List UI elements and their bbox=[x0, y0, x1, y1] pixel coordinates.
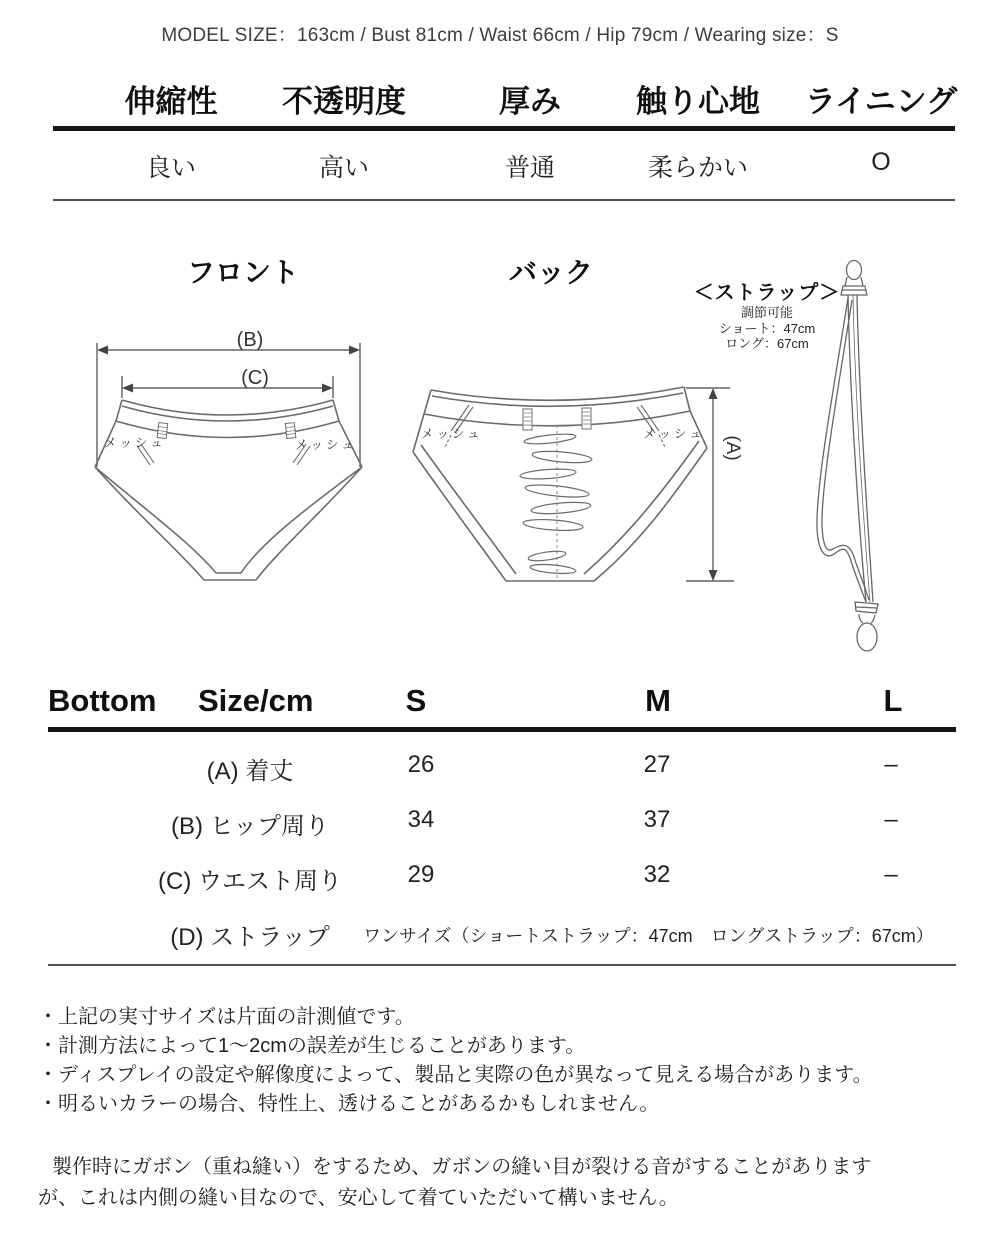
size-value-l: – bbox=[884, 861, 898, 888]
dim-arrowheads bbox=[97, 346, 360, 393]
size-col-m: M bbox=[645, 683, 671, 718]
dim-a-label: (A) bbox=[722, 435, 743, 461]
size-row-label: (A) 着丈 bbox=[206, 758, 294, 785]
strap-annotation-short: ショート：47cm bbox=[718, 320, 816, 336]
dim-c-label: (C) bbox=[241, 367, 269, 389]
mesh-label-back-right: メッシュ bbox=[643, 427, 705, 441]
size-row-length bbox=[0, 751, 1000, 787]
fabric-value-stretch: 良い bbox=[145, 154, 196, 182]
care-line: 製作時にガボン（重ね縫い）をするため、ガボンの縫い目が裂ける音がすることがあります bbox=[52, 1156, 872, 1178]
size-value-m: 37 bbox=[643, 806, 671, 833]
front-garment-diagram bbox=[88, 330, 373, 602]
fabric-header-thickness: 厚み bbox=[499, 84, 561, 119]
dim-a-arrow-bottom bbox=[709, 570, 718, 581]
strap-outline bbox=[817, 261, 878, 652]
fabric-value-thickness: 普通 bbox=[504, 154, 555, 182]
back-garment-diagram bbox=[410, 375, 743, 615]
fabric-header-feel: 触り心地 bbox=[636, 84, 760, 119]
fabric-value-lining: O bbox=[871, 148, 891, 176]
front-briefs-outline bbox=[95, 400, 362, 580]
size-table-group-label: Bottom bbox=[48, 683, 157, 718]
size-row-label: (D) ストラップ bbox=[170, 924, 330, 951]
strap-diagram bbox=[812, 258, 892, 660]
size-value-m: 32 bbox=[643, 861, 671, 888]
size-row-hip bbox=[0, 806, 1000, 842]
size-row-waist bbox=[0, 861, 1000, 897]
note-line: ・明るいカラーの場合、特性上、透けることがあるかもしれません。 bbox=[38, 1093, 660, 1115]
strap-annotation-long: ロング：67cm bbox=[725, 336, 809, 351]
size-value-l: – bbox=[884, 806, 898, 833]
note-line: ・上記の実寸サイズは片面の計測値です。 bbox=[38, 1006, 415, 1028]
fabric-header-stretch: 伸縮性 bbox=[124, 84, 218, 119]
fabric-value-opacity: 高い bbox=[318, 154, 369, 182]
back-scrunch-ruffles bbox=[520, 432, 593, 575]
back-diagram-title: バック bbox=[508, 257, 593, 288]
size-row-label: (B) ヒップ周り bbox=[171, 813, 329, 840]
dim-b-label: (B) bbox=[236, 329, 264, 351]
fabric-table-divider-thick bbox=[53, 126, 955, 131]
mesh-label-front-right: メッシュ bbox=[295, 438, 357, 452]
front-diagram-title: フロント bbox=[186, 257, 299, 288]
dim-a-arrow-top bbox=[709, 388, 718, 399]
size-value-s: 26 bbox=[407, 751, 435, 778]
fabric-header-lining: ライニング bbox=[804, 84, 958, 119]
fabric-header-opacity: 不透明度 bbox=[282, 84, 406, 119]
care-paragraph bbox=[38, 1152, 978, 1214]
size-table-unit-label: Size/cm bbox=[198, 683, 314, 718]
size-row-label: (C) ウエスト周り bbox=[158, 868, 342, 895]
size-value-l: – bbox=[884, 751, 898, 778]
strap-one-size-note: ワンサイズ（ショートストラップ：47cm ロングストラップ：67cm） bbox=[363, 926, 934, 946]
size-col-l: L bbox=[883, 683, 903, 718]
care-line: が、これは内側の縫い目なので、安心して着ていただいて構いません。 bbox=[38, 1187, 679, 1209]
strap-annotation-title: ＜ストラップ＞ bbox=[693, 282, 841, 304]
front-garter-tabs bbox=[157, 423, 296, 439]
size-value-s: 34 bbox=[407, 806, 435, 833]
mesh-label-front-left: メッシュ bbox=[104, 436, 166, 450]
size-value-m: 27 bbox=[643, 751, 671, 778]
note-line: ・ディスプレイの設定や解像度によって、製品と実際の色が異なって見える場合があります。 bbox=[38, 1064, 873, 1086]
note-line: ・計測方法によって1〜2cmの誤差が生じることがあります。 bbox=[38, 1035, 586, 1057]
size-col-s: S bbox=[405, 683, 427, 718]
strap-annotation-adjustable: 調節可能 bbox=[740, 305, 793, 320]
size-row-strap bbox=[0, 917, 1000, 953]
size-value-s: 29 bbox=[407, 861, 435, 888]
model-size-line: MODEL SIZE：163cm / Bust 81cm / Waist 66cm / Hip 79cm / Wearing size：S bbox=[161, 25, 839, 46]
size-table-divider-thin bbox=[48, 964, 956, 966]
measurement-notes bbox=[38, 1003, 873, 1119]
mesh-label-back-left: メッシュ bbox=[421, 427, 483, 441]
fabric-value-feel: 柔らかい bbox=[647, 154, 748, 182]
fabric-table-divider-thin bbox=[53, 199, 955, 201]
size-table-divider-thick bbox=[48, 727, 956, 732]
